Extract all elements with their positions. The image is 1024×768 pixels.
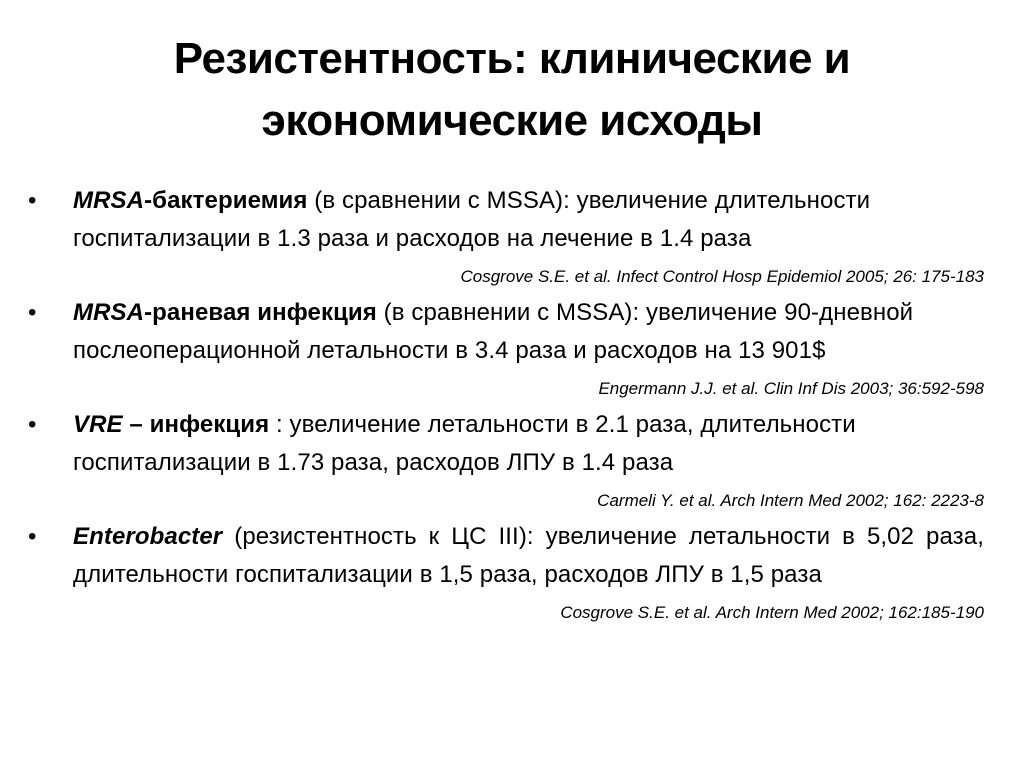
bullet-description: (в сравнении с MSSA): увеличение 90-дневной послеоперационной летальности в 3.4 раза и расходов на 13 901$ <box>73 299 914 364</box>
slide-title <box>60 28 964 152</box>
bullet-term: MRSA <box>73 299 145 326</box>
bullet-icon: • <box>28 411 37 438</box>
bullet-reference: Cosgrove S.E. et al. Arch Intern Med 2002; 162:185-190 <box>560 603 984 622</box>
title-line-2: экономические исходы <box>261 96 763 145</box>
bullet-term-suffix: -бактериемия <box>144 187 308 214</box>
bullet-term: VRE <box>73 411 123 438</box>
bullet-item-mrsa-bacteremia <box>28 182 984 294</box>
bullet-text <box>73 182 984 258</box>
bullet-term-suffix: -раневая инфекция <box>144 299 377 326</box>
bullet-reference: Carmeli Y. et al. Arch Intern Med 2002; 162: 2223-8 <box>597 491 984 510</box>
bullet-icon: • <box>28 523 37 550</box>
bullet-icon: • <box>28 187 37 214</box>
bullet-term-suffix: – инфекция <box>122 411 270 438</box>
bullet-description: : увеличение летальности в 2.1 раза, длительности госпитализации в 1.73 раза, расходов ЛПУ в 1.4 раза <box>73 411 856 476</box>
bullet-term: Enterobacter <box>73 523 223 550</box>
bullet-text <box>73 518 984 594</box>
bullet-description: (резистентность к ЦС III): увеличение летальности в 5,02 раза, длительности госпитализации в 1,5 раза, расходов ЛПУ в 1,5 раза <box>73 523 984 588</box>
bullet-item-vre <box>28 406 984 518</box>
bullet-reference: Engermann J.J. et al. Clin Inf Dis 2003; 36:592-598 <box>598 379 984 398</box>
bullet-item-enterobacter <box>28 518 984 630</box>
bullet-term: MRSA <box>73 187 145 214</box>
bullet-text <box>73 406 984 482</box>
bullet-text <box>73 294 984 370</box>
bullet-reference: Cosgrove S.E. et al. Infect Control Hosp Epidemiol 2005; 26: 175-183 <box>460 267 984 286</box>
bullet-description: (в сравнении с MSSA): увеличение длительности госпитализации в 1.3 раза и расходов на лечение в 1.4 раза <box>73 187 871 252</box>
bullet-item-mrsa-wound <box>28 294 984 406</box>
bullet-icon: • <box>28 299 37 326</box>
bullet-list <box>28 182 984 630</box>
title-line-1: Резистентность: клинические и <box>173 34 851 83</box>
